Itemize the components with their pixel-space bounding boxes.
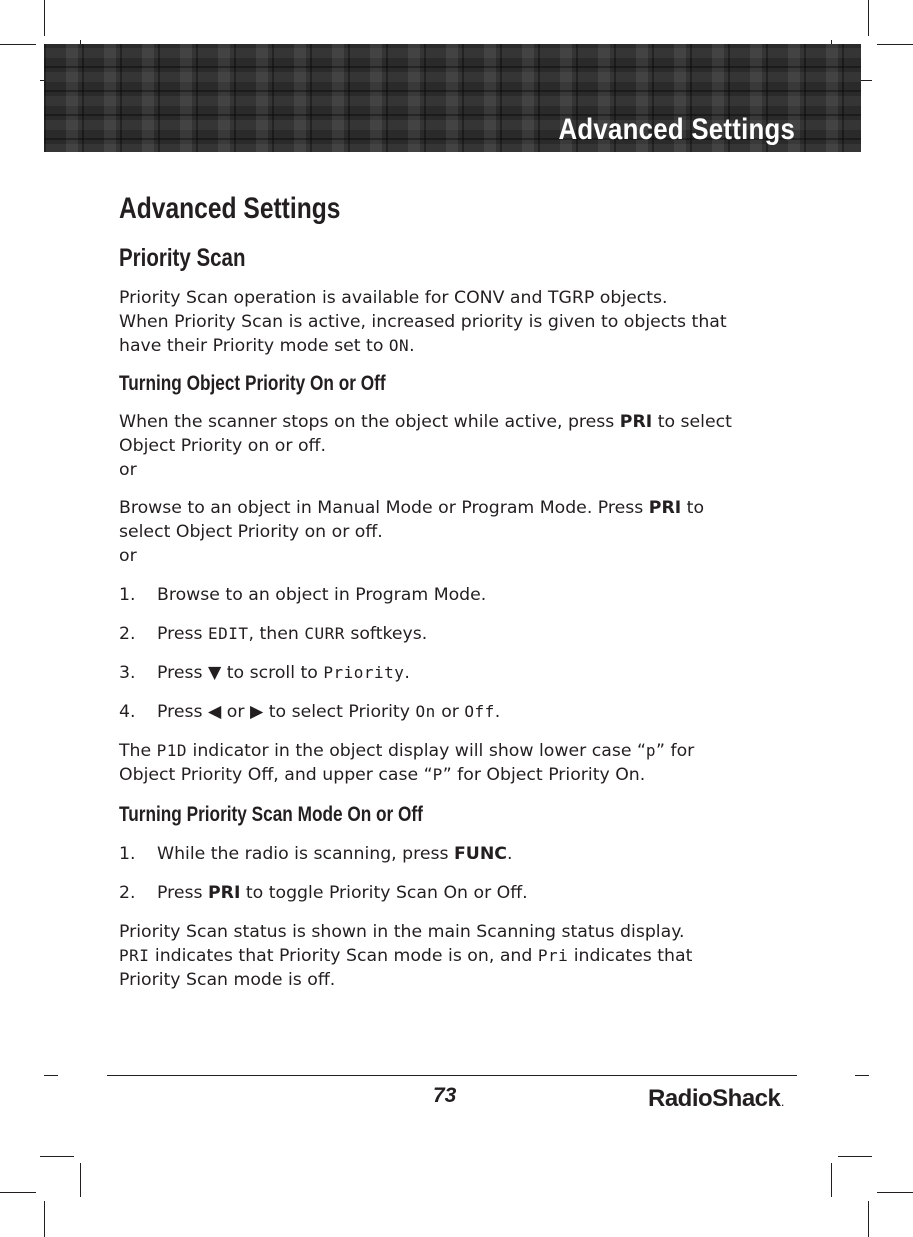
lcd-text: PRI — [119, 946, 150, 965]
crop-mark — [831, 1163, 832, 1197]
key-label: PRI — [648, 498, 682, 518]
crop-mark — [44, 1075, 58, 1076]
text: indicates that — [568, 946, 693, 966]
step-text — [157, 881, 528, 905]
text: Object Priority Off, and upper case “ — [119, 765, 433, 785]
step-text — [157, 622, 427, 646]
list-item — [119, 583, 799, 607]
text: Press — [157, 663, 208, 683]
step-text — [157, 661, 410, 685]
lcd-text: CURR — [304, 624, 345, 643]
text: to select Priority — [263, 702, 416, 722]
intro-line: have their Priority mode set to — [119, 336, 389, 356]
text: indicator in the object display will show lower case “ — [187, 741, 646, 761]
intro-line: When Priority Scan is active, increased priority is given to objects that — [119, 312, 727, 332]
text: indicates that Priority Scan mode is on, and — [149, 946, 538, 966]
step-number: 4. — [119, 702, 136, 722]
steps-list — [119, 583, 799, 724]
key-label: FUNC — [454, 844, 507, 864]
text: softkeys. — [344, 624, 428, 644]
brand-logo — [648, 1085, 783, 1113]
step-number: 1. — [119, 844, 136, 864]
lcd-text: Pri — [537, 946, 569, 965]
text: to toggle Priority Scan On or Off. — [240, 883, 528, 903]
lcd-text: ON — [388, 336, 410, 355]
lcd-text: P — [432, 765, 443, 784]
text: , then — [248, 624, 305, 644]
intro-line: Priority Scan operation is available for CONV and TGRP objects. — [119, 288, 668, 308]
lcd-text: Priority — [323, 663, 405, 682]
list-item — [119, 881, 799, 905]
brand-mark: . — [781, 1098, 784, 1108]
key-label: PRI — [619, 412, 653, 432]
lcd-text: On — [415, 702, 436, 721]
key-label: PRI — [207, 883, 241, 903]
section-heading: Priority Scan — [119, 244, 246, 272]
text: Object Priority on or off. — [119, 436, 326, 456]
footer-divider — [107, 1075, 797, 1076]
subheading-priority-scan-mode: Turning Priority Scan Mode On or Off — [119, 803, 423, 826]
text: The — [119, 741, 157, 761]
down-arrow-icon: ▼ — [207, 663, 222, 683]
text: When the scanner stops on the object while active, press — [119, 412, 620, 432]
steps-list — [119, 842, 799, 905]
list-item — [119, 700, 799, 724]
crop-mark — [80, 1163, 81, 1197]
crop-mark — [0, 44, 36, 45]
text: . — [506, 844, 513, 864]
punctuation: . — [409, 336, 415, 356]
or-separator: or — [119, 460, 137, 480]
text: Press — [157, 883, 208, 903]
indicator-paragraph — [119, 739, 799, 787]
step-number: 2. — [119, 883, 136, 903]
text: Priority Scan mode is off. — [119, 970, 336, 990]
text: While the radio is scanning, press — [157, 844, 454, 864]
step-text: Browse to an object in Program Mode. — [157, 585, 487, 605]
page-content — [119, 190, 799, 992]
step-text — [157, 700, 500, 724]
lcd-text: EDIT — [207, 624, 249, 643]
crop-mark — [868, 0, 869, 36]
text: or — [435, 702, 465, 722]
lcd-text: P1D — [156, 741, 188, 760]
status-paragraph — [119, 920, 799, 992]
paragraph — [119, 496, 799, 544]
paragraph — [119, 410, 799, 458]
text: to scroll to — [221, 663, 324, 683]
text: or — [221, 702, 250, 722]
text: ” for — [656, 741, 695, 761]
text: Press — [157, 702, 208, 722]
crop-mark — [40, 1156, 74, 1157]
text: ” for Object Priority On. — [442, 765, 646, 785]
crop-mark — [0, 1192, 36, 1193]
text: select Object Priority on or off. — [119, 522, 383, 542]
intro-paragraph — [119, 286, 799, 358]
crop-mark — [877, 1192, 913, 1193]
crop-mark — [44, 0, 45, 36]
text: Press — [157, 624, 208, 644]
or-separator: or — [119, 546, 137, 566]
lcd-text: p — [645, 741, 657, 760]
text: to — [681, 498, 705, 518]
banner-title: Advanced Settings — [558, 113, 795, 146]
list-item — [119, 842, 799, 866]
crop-mark — [838, 1156, 872, 1157]
right-arrow-icon: ▶ — [249, 702, 264, 722]
crop-mark — [855, 1075, 869, 1076]
page-number: 73 — [433, 1084, 457, 1107]
text: Priority Scan status is shown in the main Scanning status display. — [119, 922, 685, 942]
page-title: Advanced Settings — [119, 192, 341, 225]
crop-mark — [868, 1201, 869, 1237]
crop-mark — [877, 44, 913, 45]
text: . — [494, 702, 501, 722]
step-number: 3. — [119, 663, 136, 683]
text: . — [404, 663, 410, 683]
left-arrow-icon: ◀ — [207, 702, 222, 722]
text: to select — [652, 412, 732, 432]
list-item — [119, 622, 799, 646]
lcd-text: Off — [464, 702, 495, 721]
crop-mark — [44, 1201, 45, 1237]
subheading-object-priority: Turning Object Priority On or Off — [119, 372, 386, 395]
brand-name: RadioShack — [648, 1085, 781, 1112]
step-number: 2. — [119, 624, 136, 644]
step-number: 1. — [119, 585, 136, 605]
step-text — [157, 842, 512, 866]
text: Browse to an object in Manual Mode or Program Mode. Press — [119, 498, 649, 518]
header-banner — [44, 44, 861, 152]
list-item — [119, 661, 799, 685]
